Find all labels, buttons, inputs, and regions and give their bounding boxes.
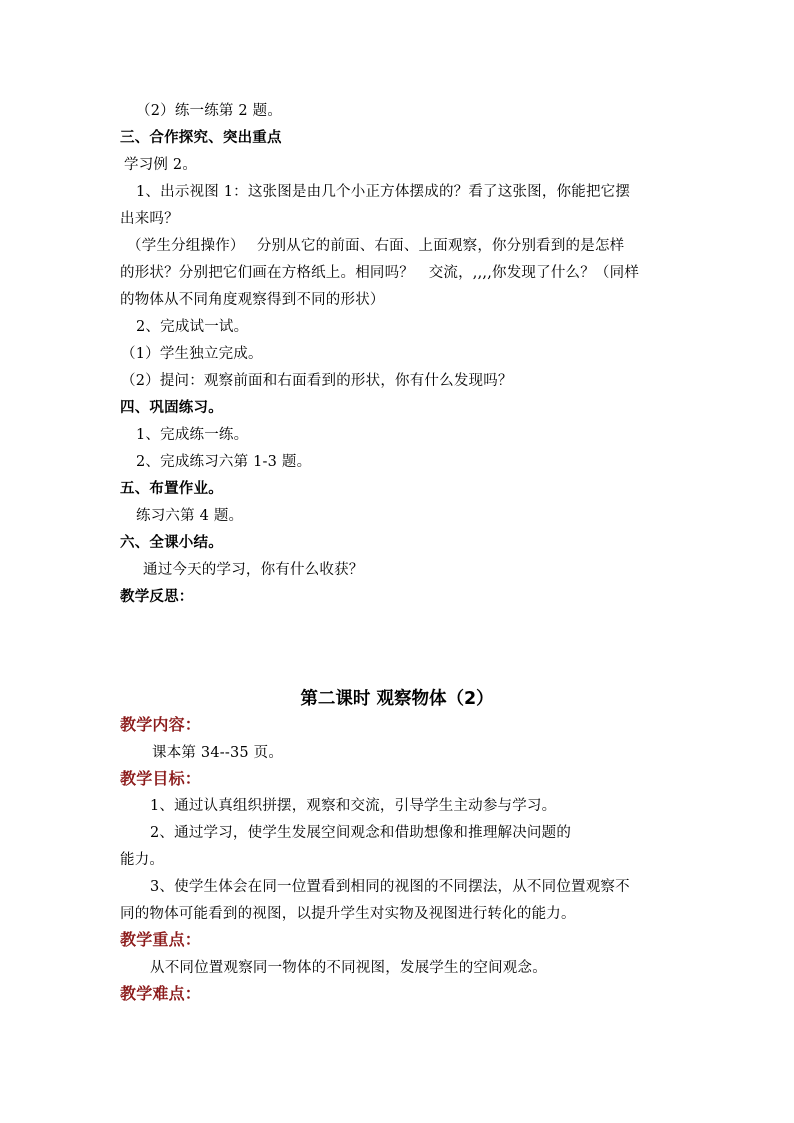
- section-heading: 三、合作探究、突出重点: [120, 130, 282, 146]
- difficulty-heading: 教学难点：: [120, 984, 202, 1003]
- text-line: 能力。: [120, 852, 165, 868]
- key-points-heading: 教学重点：: [120, 930, 202, 949]
- text-line: 的形状？分别把它们画在方格纸上。相同吗？ 交流，,,,,你发现了什么？（同样: [120, 265, 640, 281]
- section-heading: 六、全课小结。: [120, 535, 223, 551]
- content-heading: 教学内容：: [120, 715, 202, 734]
- text-line: 学习例 2。: [124, 157, 198, 173]
- text-line: 同的物体可能看到的视图，以提升学生对实物及视图进行转化的能力。: [120, 906, 576, 922]
- text-line: （学生分组操作） 分别从它的前面、右面、上面观察，你分别看到的是怎样: [127, 238, 625, 254]
- lesson-title: 第二课时 观察物体（2）: [300, 689, 494, 709]
- text-line: （1）学生独立完成。: [121, 346, 263, 362]
- section-heading: 教学反思：: [120, 589, 194, 605]
- text-line: 1、出示视图 1：这张图是由几个小正方体摆成的？看了这张图，你能把它摆: [136, 184, 631, 200]
- goals-heading: 教学目标：: [120, 769, 202, 788]
- text-line: 2、完成试一试。: [136, 319, 249, 335]
- text-line: 通过今天的学习，你有什么收获？: [143, 562, 364, 578]
- text-line: 从不同位置观察同一物体的不同视图，发展学生的空间观念。: [150, 960, 547, 976]
- text-line: 出来吗？: [120, 211, 179, 227]
- text-line: （2）提问：观察前面和右面看到的形状，你有什么发现吗？: [121, 373, 513, 389]
- text-line: 3、使学生体会在同一位置看到相同的视图的不同摆法，从不同位置观察不: [150, 879, 630, 895]
- text-line: （2）练一练第 2 题。: [136, 103, 283, 119]
- text-line: 练习六第 4 题。: [136, 508, 244, 524]
- text-line: 1、完成练一练。: [136, 427, 249, 443]
- text-line: 1、通过认真组织拼摆，观察和交流，引导学生主动参与学习。: [150, 798, 557, 814]
- text-line: 课本第 34--35 页。: [152, 745, 284, 761]
- section-heading: 四、巩固练习。: [120, 400, 223, 416]
- section-heading: 五、布置作业。: [120, 481, 223, 497]
- text-line: 的物体从不同角度观察得到不同的形状）: [120, 292, 385, 308]
- text-line: 2、完成练习六第 1-3 题。: [136, 454, 312, 470]
- text-line: 2、通过学习，使学生发展空间观念和借助想像和推理解决问题的: [150, 825, 572, 841]
